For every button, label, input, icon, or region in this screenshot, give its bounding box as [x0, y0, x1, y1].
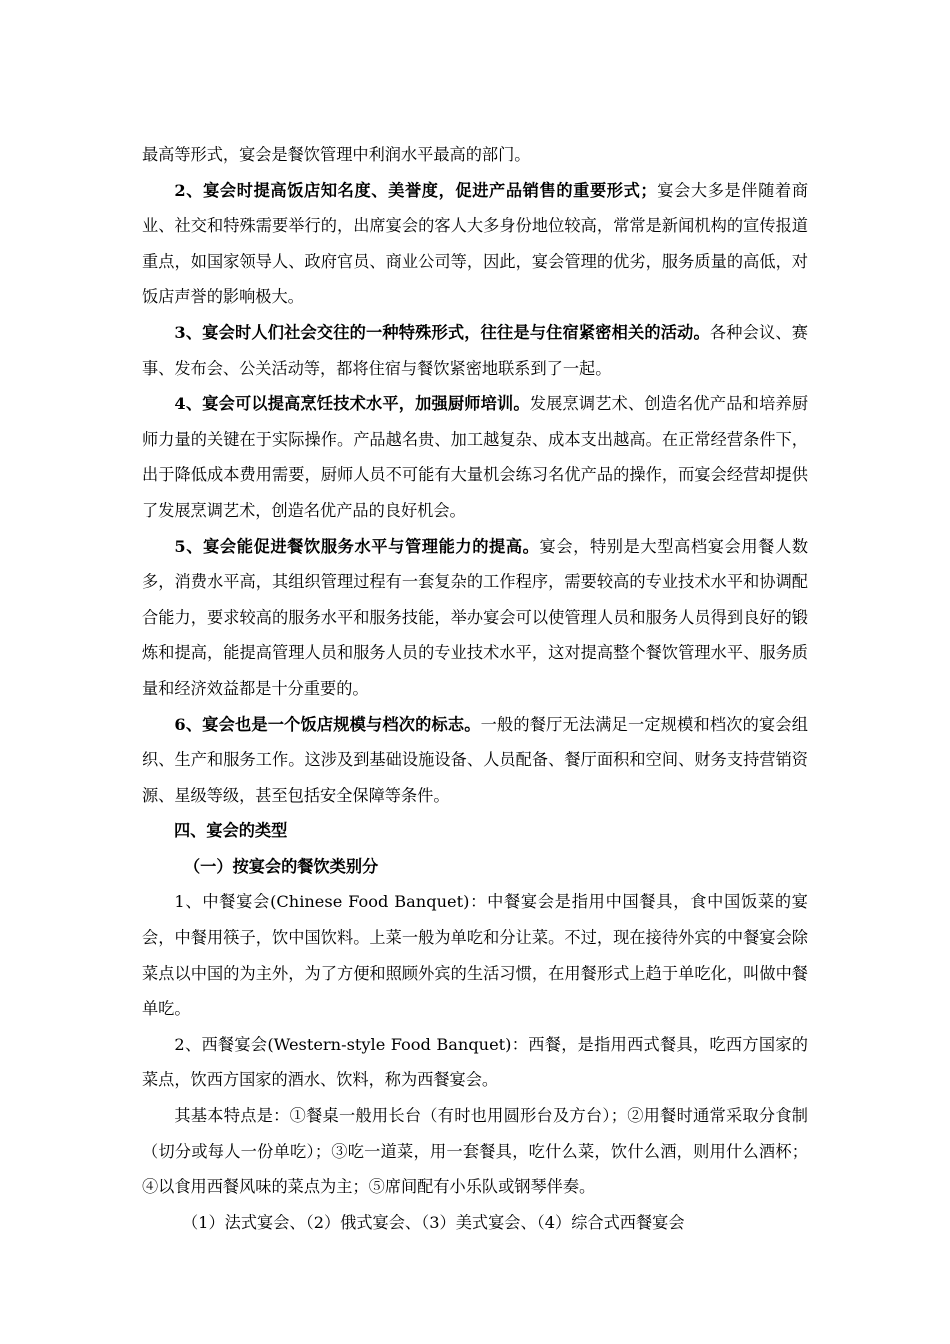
- paragraph-point-4: [142, 386, 808, 528]
- paragraph-text: 2、西餐宴会(Western-style Food Banquet)：西餐，是指用西式餐具，吃西方国家的菜点，饮西方国家的酒水、饮料，称为西餐宴会。: [142, 1034, 808, 1090]
- section-heading: 四、宴会的类型: [174, 821, 288, 841]
- paragraph-western-types: [142, 1205, 808, 1241]
- paragraph-lead: 3、宴会时人们社会交往的一种特殊形式，往往是与住宿紧密相关的活动。: [174, 322, 710, 342]
- paragraph-continuation: [142, 137, 808, 173]
- paragraph-western-banquet: [142, 1027, 808, 1098]
- paragraph-text: 其基本特点是：①餐桌一般用长台（有时也用圆形台及方台）；②用餐时通常采取分食制（切分或每人一份单吃）；③吃一道菜，用一套餐具，吃什么菜，饮什么酒，则用什么酒杯；④以食用西餐风味的菜点为主；⑤席间配有小乐队或钢琴伴奏。: [142, 1106, 808, 1197]
- paragraph-lead: 4、宴会可以提高烹饪技术水平，加强厨师培训。: [174, 394, 530, 414]
- paragraph-point-3: [142, 315, 808, 386]
- paragraph-point-2: [142, 173, 808, 315]
- subsection-heading: （一）按宴会的餐饮类别分: [184, 856, 379, 876]
- paragraph-lead: 6、宴会也是一个饭店规模与档次的标志。: [174, 714, 481, 734]
- paragraph-text: 宴会大多是伴随着商业、社交和特殊需要举行的，出席宴会的客人大多身份地位较高，常常是新闻机构的宣传报道重点，如国家领导人、政府官员、商业公司等，因此，宴会管理的优劣，服务质量的高低，对饭店声誉的影响极大。: [142, 180, 809, 307]
- paragraph-point-5: [142, 529, 808, 707]
- paragraph-text: 最高等形式，宴会是餐饮管理中利润水平最高的部门。: [142, 145, 531, 164]
- paragraph-text: 一般的餐厅无法满足一定规模和档次的宴会组织、生产和服务工作。这涉及到基础设施设备、人员配备、餐厅面积和空间、财务支持营销资源、星级等级，甚至包括安全保障等条件。: [142, 714, 808, 805]
- paragraph-text: 发展烹调艺术、创造名优产品和培养厨师力量的关键在于实际操作。产品越名贵、加工越复杂、成本支出越高。在正常经营条件下，出于降低成本费用需要，厨师人员不可能有大量机会练习名优产品的操作，而宴会经营却提供了发展烹调艺术，创造名优产品的良好机会。: [142, 394, 809, 520]
- paragraph-lead: 2、宴会时提高饭店知名度、美誉度，促进产品销售的重要形式；: [174, 180, 657, 200]
- paragraph-chinese-banquet: [142, 884, 808, 1026]
- paragraph-text: （1）法式宴会、（2）俄式宴会、（3）美式宴会、（4）综合式西餐宴会: [182, 1212, 685, 1232]
- paragraph-text: 1、中餐宴会(Chinese Food Banquet)：中餐宴会是指用中国餐具，食中国饭菜的宴会，中餐用筷子，饮中国饮料。上菜一般为单吃和分让菜。不过，现在接待外宾的中餐宴会除菜点以中国的为主外，为了方便和照顾外宾的生活习惯，在用餐形式上趋于单吃化，叫做中餐单吃。: [142, 892, 808, 1019]
- paragraph-lead: 5、宴会能促进餐饮服务水平与管理能力的提高。: [174, 536, 540, 556]
- paragraph-text: 各种会议、赛事、发布会、公关活动等，都将住宿与餐饮紧密地联系到了一起。: [142, 322, 808, 378]
- paragraph-point-6: [142, 707, 808, 814]
- paragraph-text: 宴会，特别是大型高档宴会用餐人数多，消费水平高，其组织管理过程有一套复杂的工作程序，需要较高的专业技术水平和协调配合能力，要求较高的服务水平和服务技能，举办宴会可以使管理人员和服务人员得到良好的锻炼和提高，能提高管理人员和服务人员的专业技术水平，这对提高整个餐饮管理水平、服务质量和经济效益都是十分重要的。: [142, 536, 809, 698]
- paragraph-basic-features: [142, 1098, 808, 1205]
